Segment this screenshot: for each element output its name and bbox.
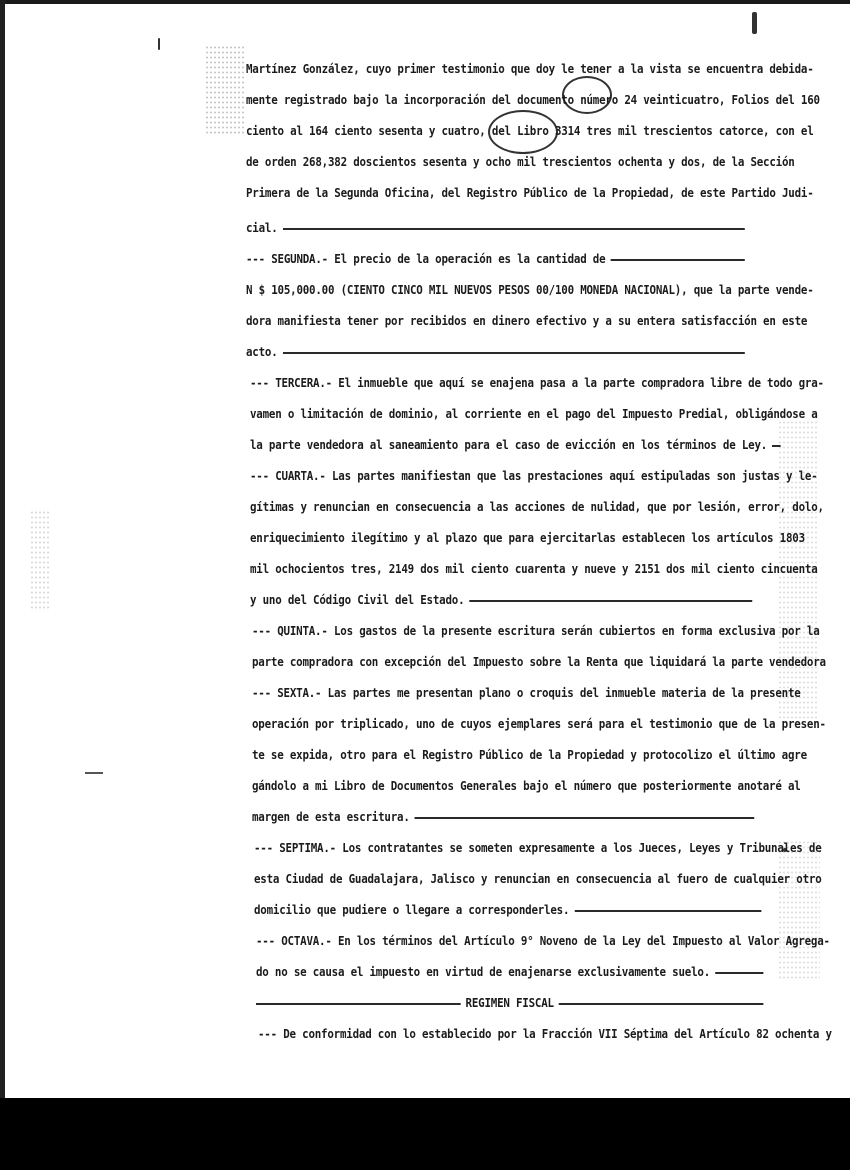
text-line: ciento al 164 ciento sesenta y cuatro, del Libro 3314 tres mil trescientos catorce, con el bbox=[246, 123, 814, 138]
text-line: do no se causa el impuesto en virtud de enajenarse exclusivamente suelo. bbox=[256, 965, 763, 979]
text-line: mil ochocientos tres, 2149 dos mil ciento cuarenta y nueve y 2151 dos mil ciento cincuenta bbox=[250, 561, 818, 576]
scan-stray-mark bbox=[85, 772, 103, 774]
clause-heading-septima: --- SEPTIMA.- Los contratantes se someten expresamente a los Jueces, Leyes y Tribunales de bbox=[254, 840, 822, 855]
text-line: acto. bbox=[246, 345, 745, 359]
text-line: Primera de la Segunda Oficina, del Registro Público de la Propiedad, de este Partido Judi- bbox=[246, 185, 814, 200]
scan-noise-bottom-right bbox=[778, 840, 820, 980]
text-line: mente registrado bajo la incorporación del documento número 24 veinticuatro, Folios del 160 bbox=[246, 92, 820, 107]
scan-noise-left-mid bbox=[30, 510, 50, 610]
scan-speck bbox=[752, 12, 757, 34]
section-heading-regimen-fiscal: REGIMEN FISCAL bbox=[256, 996, 763, 1010]
text-line: te se expida, otro para el Registro Público de la Propiedad y protocolizo el último agre bbox=[252, 747, 807, 762]
scan-bottom-band bbox=[0, 1098, 850, 1170]
scan-top-edge bbox=[0, 0, 850, 4]
text-line: margen de esta escritura. bbox=[252, 810, 754, 824]
scan-speck bbox=[158, 38, 160, 50]
text-line: enriquecimiento ilegítimo y al plazo que para ejercitarlas establecen los artículos 1803 bbox=[250, 530, 805, 545]
clause-heading-segunda: --- SEGUNDA.- El precio de la operación es la cantidad de bbox=[246, 252, 745, 266]
text-line: la parte vendedora al saneamiento para el caso de evicción en los términos de Ley. bbox=[250, 438, 752, 452]
clause-heading-quinta: --- QUINTA.- Los gastos de la presente escritura serán cubiertos en forma exclusiva por la bbox=[252, 623, 820, 638]
text-line: cial. bbox=[246, 221, 745, 235]
clause-heading-sexta: --- SEXTA.- Las partes me presentan plano o croquis del inmueble materia de la presente bbox=[252, 685, 801, 700]
clause-heading-octava: --- OCTAVA.- En los términos del Artículo 9° Noveno de la Ley del Impuesto al Valor Agrega- bbox=[256, 933, 830, 948]
clause-heading-cuarta: --- CUARTA.- Las partes manifiestan que las prestaciones aquí estipuladas son justas y le- bbox=[250, 468, 818, 483]
text-line: N $ 105,000.00 (CIENTO CINCO MIL NUEVOS PESOS 00/100 MONEDA NACIONAL), que la parte vende- bbox=[246, 282, 814, 297]
scan-noise-left bbox=[205, 45, 245, 135]
text-line: y uno del Código Civil del Estado. bbox=[250, 593, 752, 607]
text-line: gítimas y renuncian en consecuencia a las acciones de nulidad, que por lesión, error, dolo, bbox=[250, 499, 824, 514]
text-line: vamen o limitación de dominio, al corriente en el pago del Impuesto Predial, obligándose a bbox=[250, 406, 818, 421]
text-line: gándolo a mi Libro de Documentos Generales bajo el número que posteriormente anotaré al bbox=[252, 778, 801, 793]
text-line: operación por triplicado, uno de cuyos ejemplares será para el testimonio que de la presen- bbox=[252, 716, 826, 731]
text-line: parte compradora con excepción del Impuesto sobre la Renta que liquidará la parte vendedora bbox=[252, 654, 826, 669]
text-line: esta Ciudad de Guadalajara, Jalisco y renuncian en consecuencia al fuero de cualquier otro bbox=[254, 871, 822, 886]
text-line: Martínez González, cuyo primer testimonio que doy le tener a la vista se encuentra debida- bbox=[246, 61, 814, 76]
text-line: de orden 268,382 doscientos sesenta y ocho mil trescientos ochenta y dos, de la Sección bbox=[246, 154, 795, 169]
scan-left-edge bbox=[0, 0, 5, 1100]
clause-heading-tercera: --- TERCERA.- El inmueble que aquí se enajena pasa a la parte compradora libre de todo gra- bbox=[250, 375, 824, 390]
text-line: domicilio que pudiere o llegare a corresponderles. bbox=[254, 903, 761, 917]
text-line: --- De conformidad con lo establecido por la Fracción VII Séptima del Artículo 82 ochenta y bbox=[258, 1026, 832, 1041]
text-line: dora manifiesta tener por recibidos en dinero efectivo y a su entera satisfacción en este bbox=[246, 313, 808, 328]
